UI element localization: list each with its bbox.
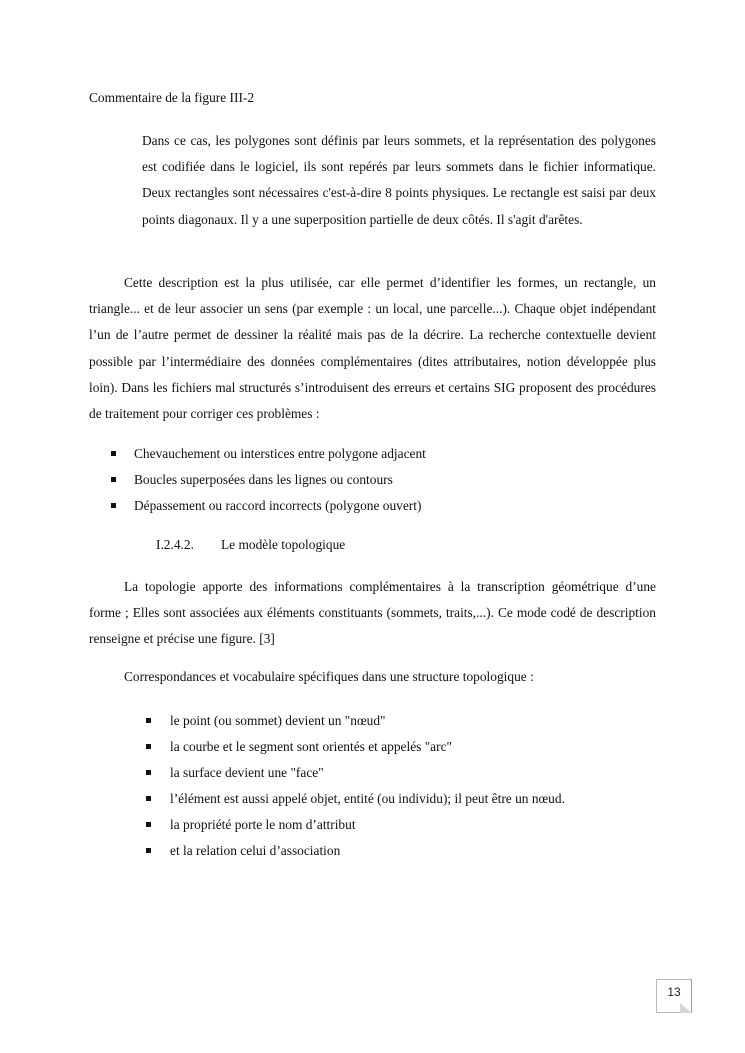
list-item (89, 708, 656, 734)
list-item (89, 441, 656, 467)
page-curl-icon (680, 1003, 692, 1013)
section-number: I.2.4.2. (156, 537, 194, 552)
list-item-text: la courbe et le segment sont orientés et appelés "arc" (170, 739, 452, 754)
square-bullet-icon (146, 848, 151, 853)
list-item (89, 786, 656, 812)
square-bullet-icon (111, 503, 116, 508)
bullet-list-vocabulary (89, 708, 656, 864)
list-item-text: Boucles superposées dans les lignes ou contours (134, 472, 393, 487)
list-item-text: le point (ou sommet) devient un "nœud" (170, 713, 386, 728)
page-number-box (656, 979, 692, 1013)
list-item (89, 838, 656, 864)
list-item-text: et la relation celui d’association (170, 843, 341, 858)
square-bullet-icon (111, 451, 116, 456)
figure-caption: Commentaire de la figure III-2 (89, 90, 255, 105)
paragraph-vocabulary-intro: Correspondances et vocabulaire spécifiques dans une structure topologique : (124, 669, 534, 684)
list-item (89, 467, 656, 493)
section-heading (156, 536, 345, 554)
bullet-list-problems (89, 441, 656, 519)
section-title: Le modèle topologique (221, 537, 346, 552)
list-item-text: Dépassement ou raccord incorrects (polygone ouvert) (134, 498, 422, 513)
list-item (89, 493, 656, 519)
list-item-text: Chevauchement ou interstices entre polygone adjacent (134, 446, 426, 461)
list-item-text: l’élément est aussi appelé objet, entité (ou individu); il peut être un nœud. (170, 791, 565, 806)
page-number: 13 (667, 985, 681, 999)
paragraph-description: Cette description est la plus utilisée, car elle permet d’identifier les formes, un rectangle, un triangle... et de leur associer un sens (par exemple : un local, une parcelle...). Chaque objet indépendant l’un de l’autre permet de dessiner la réalité mais pas de la décrire. La recherche contextuelle devient possible par l’intermédiaire des données complémentaires (dites attributaires, notion développée plus loin). Dans les fichiers mal structurés s’introduisent des erreurs et certains SIG proposent des procédures de traitement pour corriger ces problèmes : (89, 275, 656, 422)
list-item (89, 734, 656, 760)
square-bullet-icon (146, 796, 151, 801)
square-bullet-icon (146, 744, 151, 749)
square-bullet-icon (146, 822, 151, 827)
square-bullet-icon (146, 770, 151, 775)
square-bullet-icon (146, 718, 151, 723)
list-item-text: la surface devient une "face" (170, 765, 324, 780)
list-item-text: la propriété porte le nom d’attribut (170, 817, 356, 832)
list-item (89, 812, 656, 838)
list-item (89, 760, 656, 786)
paragraph-topology: La topologie apporte des informations complémentaires à la transcription géométrique d’une forme ; Elles sont associées aux éléments constituants (sommets, traits,...). Ce mode codé de description renseigne et précise une figure. [3] (89, 579, 656, 647)
square-bullet-icon (111, 477, 116, 482)
indented-paragraph: Dans ce cas, les polygones sont définis par leurs sommets, et la représentation des polygones est codifiée dans le logiciel, ils sont repérés par leurs sommets dans le fichier informatique. Deux rectangles sont nécessaires c'est-à-dire 8 points physiques. Le rectangle est saisi par deux points diagonaux. Il y a une superposition partielle de deux côtés. Il s'agit d'arêtes. (142, 133, 656, 227)
